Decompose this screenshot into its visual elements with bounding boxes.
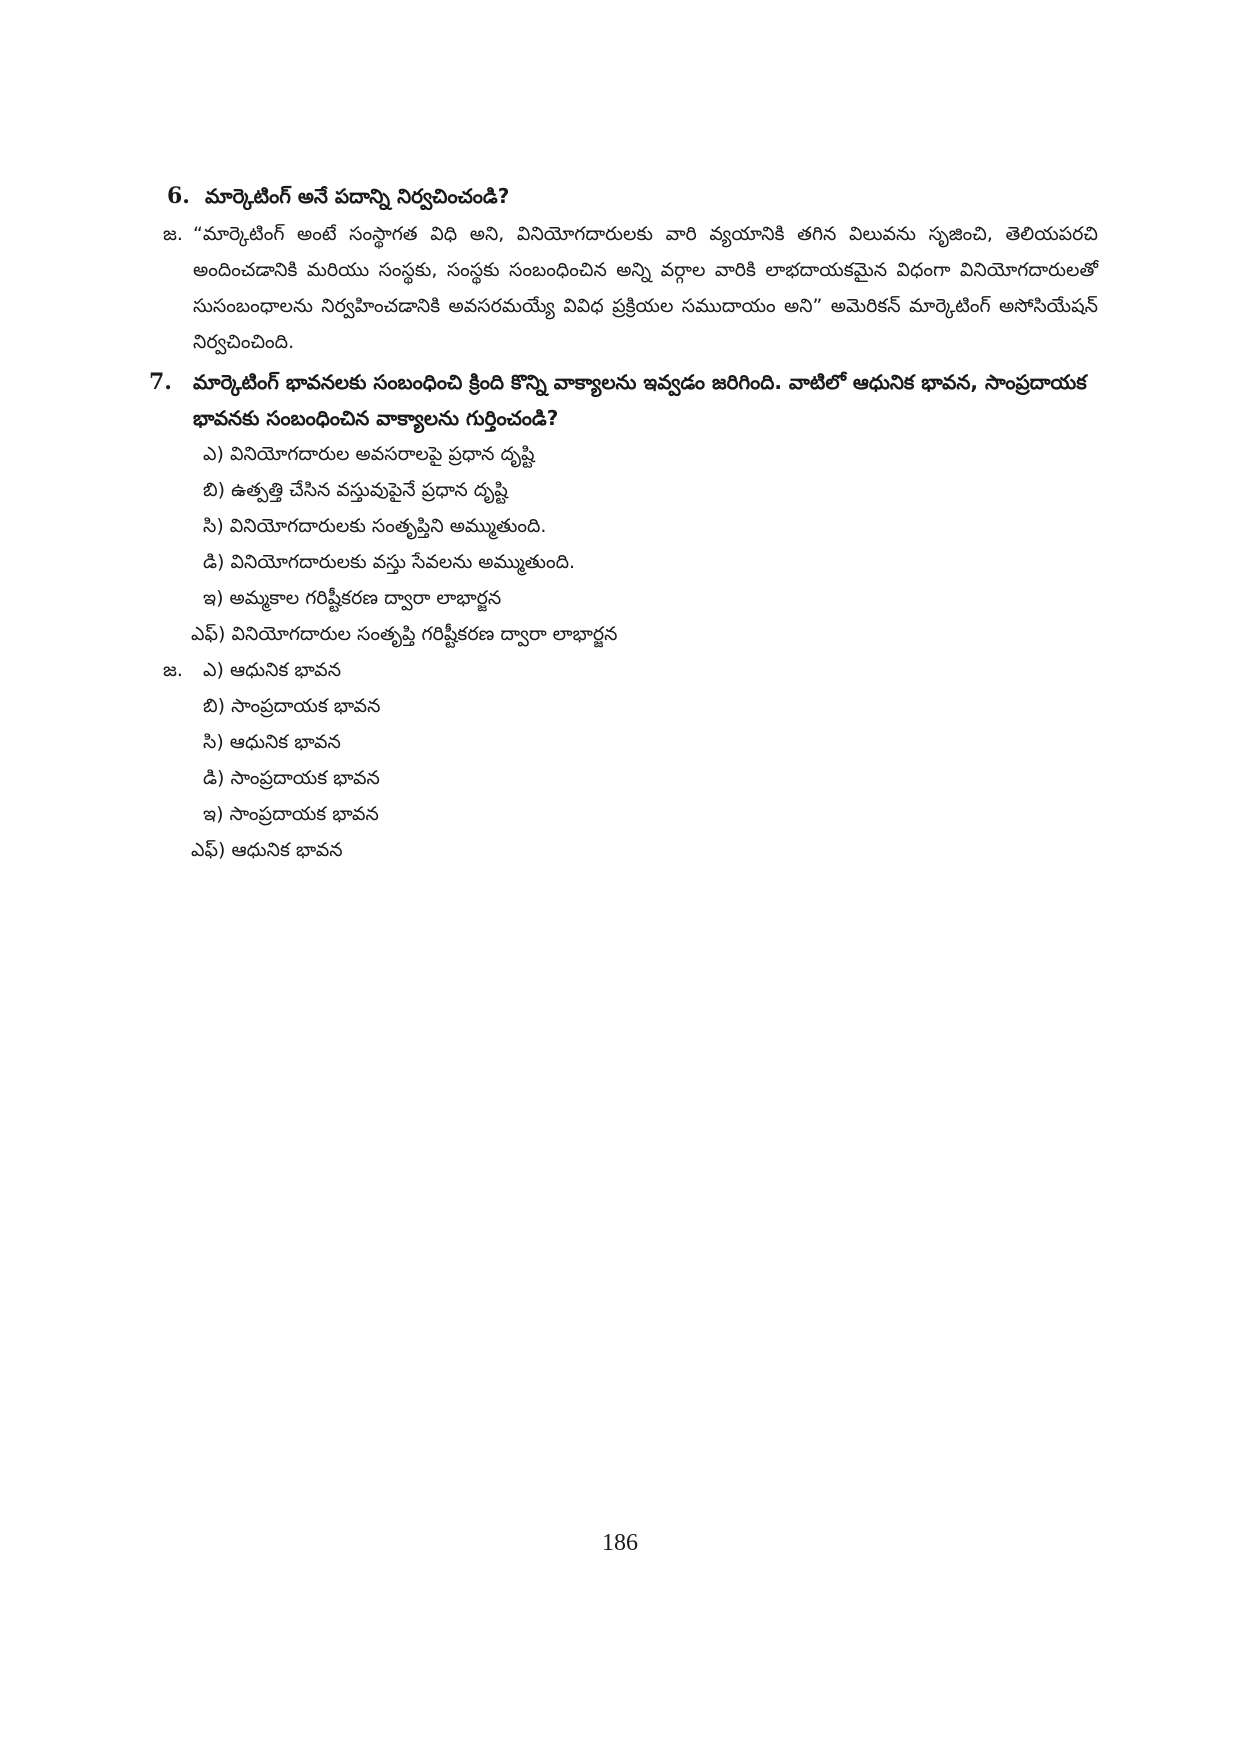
answer-item: బి) సాంప్రదాయక భావన <box>203 695 381 717</box>
answer-7 <box>163 652 1098 688</box>
answer-item: ఇ) సాంప్రదాయక భావన <box>203 803 379 825</box>
list-item: డి) వినియోగదారులకు వస్తు సేవలను అమ్ముతుంది. <box>203 551 576 573</box>
question-number: 6. <box>167 183 190 209</box>
answer-item: ఎఫ్) ఆధునిక భావన <box>191 839 343 861</box>
question-number: 7. <box>149 369 172 395</box>
answer-text: “మార్కెటింగ్ అంటే సంస్థాగత విధి అని, వినియోగదారులకు వారి వ్యయానికి తగిన విలువను సృజించి, తెలియపరచి అందించడానికి మరియు సంస్థకు, సంస్థకు సంబంధించిన అన్ని వర్గాల వారికి లాభదాయకమైన విధంగా వినియోగదారులతో సుసంబంధాలను నిర్వహించడానికి అవసరమయ్యే వివిధ ప్రక్రియల సముదాయం అని” అమెరికన్ మార్కెటింగ్ అసోసియేషన్ నిర్వచించింది. <box>193 223 1098 353</box>
answer-item: ఎ) ఆధునిక భావన <box>203 659 342 681</box>
statement-list <box>191 436 1098 652</box>
page-number: 186 <box>602 1530 638 1556</box>
list-item: సి) వినియోగదారులకు సంతృప్తిని అమ్ముతుంది. <box>203 515 547 537</box>
list-item: ఎఫ్) వినియోగదారుల సంతృప్తి గరిష్టీకరణ ద్వారా లాభార్జన <box>191 623 618 645</box>
question-7 <box>149 364 1098 436</box>
list-item: ఎ) వినియోగదారుల అవసరాలపై ప్రధాన దృష్టి <box>203 443 535 465</box>
answer-6 <box>163 216 1098 360</box>
question-text: మార్కెటింగ్ భావనలకు సంబంధించి క్రింది కొన్ని వాక్యాలను ఇవ్వడం జరిగింది. వాటిలో ఆధునిక భావన, సాంప్రదాయక భావనకు సంబంధించిన వాక్యాలను గుర్తించండి? <box>193 370 1087 430</box>
answer-label: జ. <box>163 659 183 681</box>
question-text: మార్కెటింగ్ అనే పదాన్ని నిర్వచించండి? <box>205 184 510 208</box>
answer-label: జ. <box>163 223 183 245</box>
list-item: ఇ) అమ్మకాల గరిష్టీకరణ ద్వారా లాభార్జన <box>203 587 502 609</box>
question-6 <box>163 178 1098 214</box>
answer-item: డి) సాంప్రదాయక భావన <box>203 767 380 789</box>
page-content <box>149 178 1098 868</box>
answer-list <box>191 688 1098 868</box>
answer-item: సి) ఆధునిక భావన <box>203 731 341 753</box>
list-item: బి) ఉత్పత్తి చేసిన వస్తువుపైనే ప్రధాన దృష్టి <box>203 479 508 501</box>
